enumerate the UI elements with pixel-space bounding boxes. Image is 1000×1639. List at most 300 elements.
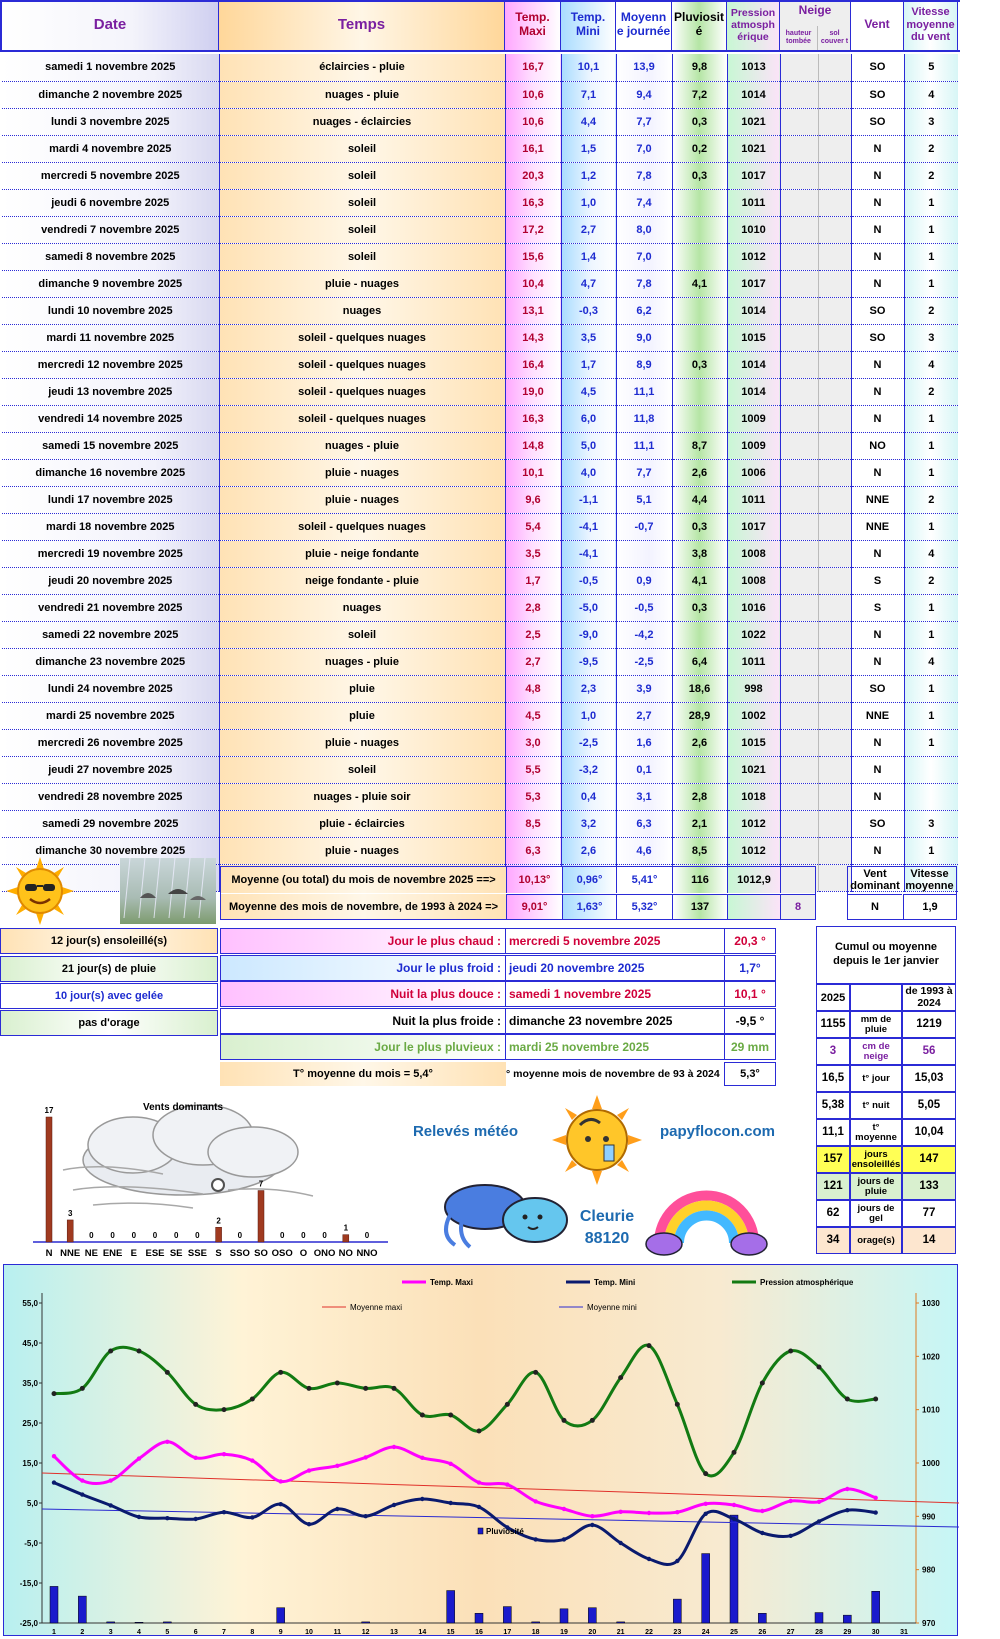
table-row — [2, 513, 958, 540]
wind-dir-label: NNE — [60, 1248, 81, 1259]
pressure-cell: 1022 — [727, 621, 780, 648]
monthly-neige-2025 — [780, 867, 815, 893]
weather-cell: nuages - pluie — [219, 432, 505, 459]
rain-bar — [673, 1599, 681, 1623]
wind-bar — [258, 1191, 264, 1242]
wind-speed-cell: 1 — [904, 189, 958, 216]
date-cell: mardi 11 novembre 2025 — [2, 324, 219, 351]
tmin-cell: 1,2 — [561, 162, 616, 189]
moyenne-cell: 0,1 — [616, 756, 672, 783]
date-cell: dimanche 23 novembre 2025 — [2, 648, 219, 675]
pressure-point — [845, 1397, 850, 1402]
table-row — [2, 432, 958, 459]
tmin-point — [590, 1523, 594, 1527]
cumul-2025-value: 157 — [816, 1146, 850, 1173]
tmax-cell: 10,4 — [505, 270, 561, 297]
moyenne-cell: 7,4 — [616, 189, 672, 216]
rain-bar — [532, 1622, 540, 1623]
header-temps: Temps — [219, 0, 505, 52]
wind-dir-cell: N — [851, 351, 904, 378]
x-tick: 7 — [222, 1629, 226, 1636]
wind-speed-cell: 4 — [904, 540, 958, 567]
wind-bar — [216, 1227, 222, 1242]
pressure-cell: 1016 — [727, 594, 780, 621]
date-cell: mercredi 19 novembre 2025 — [2, 540, 219, 567]
tmax-point — [80, 1478, 84, 1482]
snow-height-cell — [780, 621, 818, 648]
tmax-point — [420, 1456, 424, 1460]
wind-speed-cell: 1 — [904, 405, 958, 432]
wind-dir-cell: N — [851, 189, 904, 216]
snow-height-cell — [780, 54, 818, 81]
tmax-point — [477, 1480, 481, 1484]
snow-ground-cell — [818, 540, 851, 567]
pressure-cell: 1011 — [727, 648, 780, 675]
weather-cell: éclaircies - pluie — [219, 54, 505, 81]
wind-dir-label: ONO — [313, 1248, 336, 1259]
tmin-point — [703, 1512, 707, 1516]
rain-bar — [730, 1515, 738, 1623]
rain-cell: 2,6 — [672, 729, 727, 756]
snow-ground-cell — [818, 351, 851, 378]
weather-cell: pluie - nuages — [219, 486, 505, 513]
wind-dir-label: SO — [254, 1248, 268, 1259]
record-date: dimanche 23 novembre 2025 — [506, 1008, 724, 1034]
cumul-label: jours de pluie — [850, 1173, 902, 1200]
monthly-press-2025: 1012,9 — [727, 867, 780, 893]
daily-table — [2, 54, 958, 892]
tmin-cell: -9,5 — [561, 648, 616, 675]
tmin-point — [307, 1522, 311, 1526]
wind-dir-cell: N — [851, 270, 904, 297]
x-tick: 29 — [843, 1629, 852, 1636]
monthly-moy-2025: 5,41° — [616, 867, 672, 893]
weather-cell: pluie - nuages — [219, 837, 505, 864]
table-row — [2, 459, 958, 486]
weather-cell: pluie - neige fondante — [219, 540, 505, 567]
snow-height-cell — [780, 432, 818, 459]
header-moyenne: Moyenn e journée — [616, 0, 672, 52]
tmin-cell: 4,7 — [561, 270, 616, 297]
tmax-point — [533, 1499, 537, 1503]
tmin-point — [618, 1541, 622, 1545]
weather-cell: pluie — [219, 675, 505, 702]
main-chart — [3, 1264, 958, 1636]
average-max-line — [42, 1473, 959, 1503]
tmax-point — [675, 1510, 679, 1514]
wind-speed-cell: 1 — [904, 216, 958, 243]
rain-bar — [872, 1591, 880, 1623]
cumul-2025-value: 121 — [816, 1173, 850, 1200]
wind-dir-cell: N — [851, 729, 904, 756]
x-tick: 6 — [193, 1629, 198, 1636]
wind-bar-value: 2 — [216, 1216, 221, 1226]
month-average-history-value: 5,3° — [724, 1062, 776, 1086]
weather-cell: pluie - nuages — [219, 459, 505, 486]
rain-cell — [672, 243, 727, 270]
wind-dir-cell: SO — [851, 81, 904, 108]
legend-tmin-label: Temp. Mini — [594, 1278, 636, 1287]
rain-cell — [672, 216, 727, 243]
wind-dir-label: ESE — [145, 1248, 165, 1259]
weather-cell: pluie - nuages — [219, 270, 505, 297]
legend-press-label: Pression atmosphérique — [760, 1278, 854, 1287]
x-tick: 27 — [786, 1629, 795, 1636]
snow-height-cell — [780, 243, 818, 270]
wind-speed-cell: 4 — [904, 648, 958, 675]
pressure-point — [817, 1365, 822, 1370]
y-tick-left: -5,0 — [24, 1539, 38, 1548]
snow-ground-cell — [818, 675, 851, 702]
wind-dir-cell: S — [851, 567, 904, 594]
wind-dir-label: O — [299, 1248, 308, 1259]
tmin-point — [193, 1517, 197, 1521]
tmax-cell: 16,7 — [505, 54, 561, 81]
tmax-point — [52, 1454, 56, 1458]
tmin-point — [335, 1507, 339, 1511]
cumul-2025-value: 16,5 — [816, 1065, 850, 1092]
rain-cell: 0,3 — [672, 162, 727, 189]
cumul-history-value: 77 — [902, 1200, 956, 1227]
date-cell: samedi 15 novembre 2025 — [2, 432, 219, 459]
table-row — [2, 243, 958, 270]
tmin-cell: 4,0 — [561, 459, 616, 486]
tmin-cell: -5,0 — [561, 594, 616, 621]
wind-dir-label: S — [215, 1248, 222, 1259]
tmax-cell: 4,8 — [505, 675, 561, 702]
date-cell: vendredi 21 novembre 2025 — [2, 594, 219, 621]
snow-height-cell — [780, 351, 818, 378]
x-tick: 15 — [446, 1629, 455, 1636]
wind-speed-cell: 1 — [904, 459, 958, 486]
wind-dir-cell: N — [851, 459, 904, 486]
date-cell: jeudi 13 novembre 2025 — [2, 378, 219, 405]
weather-cell: soleil - quelques nuages — [219, 405, 505, 432]
table-row — [2, 729, 958, 756]
moyenne-cell: 7,8 — [616, 162, 672, 189]
wind-dominant-header: Vent dominant — [850, 867, 900, 892]
wind-dir-cell: N — [851, 243, 904, 270]
wind-bar-value: 0 — [364, 1231, 370, 1240]
date-cell: mercredi 26 novembre 2025 — [2, 729, 219, 756]
monthly-label-avg: Moyenne des mois de novembre, de 1993 à 2024 => — [221, 894, 506, 919]
pressure-point — [732, 1450, 737, 1455]
tmax-point — [703, 1502, 707, 1506]
snow-ground-cell — [818, 783, 851, 810]
moyenne-cell: 2,7 — [616, 702, 672, 729]
rain-cell: 7,2 — [672, 81, 727, 108]
wind-bar-value: 0 — [237, 1231, 243, 1240]
date-cell: mardi 18 novembre 2025 — [2, 513, 219, 540]
pressure-cell: 1012 — [727, 243, 780, 270]
tmin-point — [788, 1534, 792, 1538]
tmax-cell: 16,3 — [505, 405, 561, 432]
pressure-point — [448, 1413, 453, 1418]
table-row — [2, 108, 958, 135]
rain-bar — [447, 1591, 455, 1623]
snow-ground-cell — [818, 567, 851, 594]
snow-height-cell — [780, 594, 818, 621]
y-tick-left: 45,0 — [22, 1339, 38, 1348]
rain-cell: 0,3 — [672, 513, 727, 540]
tmin-cell: -2,5 — [561, 729, 616, 756]
table-row — [2, 405, 958, 432]
pressure-cell: 1006 — [727, 459, 780, 486]
weather-cell: soleil - quelques nuages — [219, 513, 505, 540]
zip-label: 88120 — [584, 1230, 630, 1247]
cumul-history-value: 14 — [902, 1227, 956, 1254]
weather-cell: nuages - éclaircies — [219, 108, 505, 135]
rain-cell: 2,1 — [672, 810, 727, 837]
pressure-cell: 1015 — [727, 324, 780, 351]
weather-cell: nuages - pluie soir — [219, 783, 505, 810]
record-value: 29 mm — [724, 1034, 776, 1060]
pressure-point — [647, 1343, 652, 1348]
tmax-point — [193, 1456, 197, 1460]
wind-bar-value: 0 — [110, 1231, 115, 1240]
date-cell: lundi 10 novembre 2025 — [2, 297, 219, 324]
wind-speed-cell: 3 — [904, 324, 958, 351]
x-tick: 19 — [560, 1629, 568, 1636]
cumul-label: t° nuit — [850, 1092, 902, 1119]
wind-dir-label: NNO — [356, 1248, 378, 1259]
wind-speed-value: 1,9 — [903, 894, 956, 919]
pressure-cell: 1017 — [727, 162, 780, 189]
pressure-point — [703, 1471, 708, 1476]
date-cell: vendredi 7 novembre 2025 — [2, 216, 219, 243]
table-row — [2, 810, 958, 837]
rain-cell: 3,8 — [672, 540, 727, 567]
snow-ground-cell — [818, 108, 851, 135]
weather-cell: nuages — [219, 297, 505, 324]
pressure-point — [675, 1402, 680, 1407]
snow-ground-cell — [818, 405, 851, 432]
table-row — [2, 540, 958, 567]
pressure-cell: 998 — [727, 675, 780, 702]
tmin-point — [420, 1497, 424, 1501]
legend-moymin-label: Moyenne mini — [587, 1303, 637, 1312]
wind-dir-cell: SO — [851, 324, 904, 351]
rain-bar — [475, 1613, 483, 1623]
tmin-point — [392, 1503, 396, 1507]
rain-bar — [362, 1622, 370, 1623]
header-pression: Pression atmosph érique — [727, 0, 780, 52]
tmax-cell: 17,2 — [505, 216, 561, 243]
pressure-line — [54, 1345, 876, 1476]
snow-ground-cell — [818, 702, 851, 729]
snow-height-cell — [780, 189, 818, 216]
cumul-2025-value: 1155 — [816, 1011, 850, 1038]
tmin-cell: 10,1 — [561, 54, 616, 81]
moyenne-cell: 13,9 — [616, 54, 672, 81]
tmin-point — [222, 1510, 226, 1514]
pressure-point — [788, 1349, 793, 1354]
cumul-label: t° moyenne — [850, 1119, 902, 1146]
snow-ground-cell — [818, 324, 851, 351]
wind-speed-cell: 1 — [904, 837, 958, 864]
wind-bar-value: 0 — [279, 1231, 285, 1240]
moyenne-cell — [616, 540, 672, 567]
moyenne-cell: 1,6 — [616, 729, 672, 756]
pressure-cell: 1014 — [727, 378, 780, 405]
tmin-cell: 1,5 — [561, 135, 616, 162]
date-cell: dimanche 16 novembre 2025 — [2, 459, 219, 486]
tmax-cell: 2,5 — [505, 621, 561, 648]
x-tick: 9 — [278, 1629, 283, 1636]
monthly-tmax-avg: 9,01° — [506, 894, 562, 919]
pressure-cell: 1009 — [727, 432, 780, 459]
snow-height-cell — [780, 216, 818, 243]
record-value: 1,7° — [724, 955, 776, 981]
tmax-point — [363, 1455, 367, 1459]
tmax-cell: 9,6 — [505, 486, 561, 513]
wind-chart-title: Vents dominants — [142, 1102, 224, 1113]
tmax-point — [817, 1500, 821, 1504]
rain-cell: 9,8 — [672, 54, 727, 81]
tmax-cell: 5,5 — [505, 756, 561, 783]
snow-ground-cell — [818, 837, 851, 864]
tmin-cell: -1,1 — [561, 486, 616, 513]
y-tick-right: 980 — [922, 1565, 936, 1575]
snow-ground-cell — [818, 135, 851, 162]
date-cell: samedi 22 novembre 2025 — [2, 621, 219, 648]
snow-height-cell — [780, 135, 818, 162]
x-tick: 8 — [250, 1629, 255, 1636]
tmin-cell: 0,4 — [561, 783, 616, 810]
pressure-cell: 1017 — [727, 513, 780, 540]
date-cell: samedi 8 novembre 2025 — [2, 243, 219, 270]
moyenne-cell: 7,0 — [616, 135, 672, 162]
wind-bar — [67, 1220, 73, 1242]
moyenne-cell: -0,5 — [616, 594, 672, 621]
wind-speed-cell — [904, 783, 958, 810]
tmax-cell: 4,5 — [505, 702, 561, 729]
date-cell: dimanche 9 novembre 2025 — [2, 270, 219, 297]
pressure-point — [562, 1418, 567, 1423]
tmin-cell: -0,5 — [561, 567, 616, 594]
cumul-label: cm de neige — [850, 1038, 902, 1065]
pressure-cell: 1014 — [727, 297, 780, 324]
pressure-cell: 1012 — [727, 837, 780, 864]
header-neige-hauteur: hauteur tombée — [780, 26, 818, 50]
snow-ground-cell — [818, 486, 851, 513]
frost-days-count: 10 jour(s) avec gelée — [0, 983, 218, 1009]
rain-bar — [843, 1615, 851, 1623]
tmax-cell: 13,1 — [505, 297, 561, 324]
tmin-point — [647, 1557, 651, 1561]
table-row — [2, 648, 958, 675]
legend-rain-label: Pluviosité — [486, 1527, 524, 1536]
monthly-moy-avg: 5,32° — [616, 894, 672, 919]
wind-dir-cell: NO — [851, 432, 904, 459]
wind-bar-value: 0 — [173, 1231, 179, 1240]
tmin-point — [760, 1531, 764, 1535]
x-tick: 23 — [673, 1629, 682, 1636]
moyenne-cell: 8,0 — [616, 216, 672, 243]
pressure-point — [363, 1386, 368, 1391]
table-row — [2, 81, 958, 108]
wind-bar — [343, 1235, 349, 1242]
pressure-cell: 1017 — [727, 270, 780, 297]
date-cell: jeudi 20 novembre 2025 — [2, 567, 219, 594]
pressure-cell: 1021 — [727, 756, 780, 783]
record-value: 20,3 ° — [724, 928, 776, 954]
tmax-cell: 14,3 — [505, 324, 561, 351]
x-tick: 4 — [137, 1629, 141, 1636]
x-tick: 11 — [333, 1629, 342, 1636]
date-cell: jeudi 6 novembre 2025 — [2, 189, 219, 216]
rain-cell: 4,1 — [672, 270, 727, 297]
rain-cell — [672, 297, 727, 324]
cumul-history-value: 56 — [902, 1038, 956, 1065]
tmax-cell: 10,1 — [505, 459, 561, 486]
pressure-cell: 1011 — [727, 486, 780, 513]
rain-bar — [702, 1554, 710, 1623]
monthly-tmax-2025: 10,13° — [506, 867, 562, 893]
x-tick: 12 — [361, 1629, 370, 1636]
monthly-label-2025: Moyenne (ou total) du mois de novembre 2025 ==> — [221, 867, 506, 893]
wind-dir-cell: N — [851, 837, 904, 864]
snow-ground-cell — [818, 648, 851, 675]
tmin-cell: -4,1 — [561, 513, 616, 540]
snow-height-cell — [780, 837, 818, 864]
tmax-point — [448, 1462, 452, 1466]
rain-bar — [135, 1622, 143, 1623]
wind-dir-cell: SO — [851, 810, 904, 837]
snow-height-cell — [780, 81, 818, 108]
date-cell: lundi 17 novembre 2025 — [2, 486, 219, 513]
tmin-cell: 2,6 — [561, 837, 616, 864]
date-cell: dimanche 30 novembre 2025 — [2, 837, 219, 864]
tmin-point — [562, 1537, 566, 1541]
tmin-point — [448, 1501, 452, 1505]
pressure-point — [307, 1386, 312, 1391]
cumul-col-history: de 1993 à 2024 — [902, 984, 956, 1011]
snow-ground-cell — [818, 81, 851, 108]
tmax-cell: 20,3 — [505, 162, 561, 189]
snow-ground-cell — [818, 54, 851, 81]
tmin-point — [363, 1514, 367, 1518]
wind-speed-cell: 5 — [904, 54, 958, 81]
header-vent: Vent — [851, 0, 904, 52]
legend-moymax-label: Moyenne maxi — [350, 1303, 403, 1312]
pressure-point — [165, 1370, 170, 1375]
snow-height-cell — [780, 108, 818, 135]
tmin-point — [845, 1508, 849, 1512]
wind-speed-cell: 1 — [904, 702, 958, 729]
tmin-point — [278, 1502, 282, 1506]
moyenne-cell: 8,9 — [616, 351, 672, 378]
wind-bar-value: 0 — [301, 1231, 306, 1240]
wind-dir-label: NO — [338, 1248, 353, 1259]
weather-cell: soleil — [219, 216, 505, 243]
wind-speed-cell: 1 — [904, 675, 958, 702]
tmax-cell: 16,4 — [505, 351, 561, 378]
snow-ground-cell — [818, 216, 851, 243]
snow-height-cell — [780, 783, 818, 810]
x-tick: 30 — [871, 1629, 880, 1636]
rain-cell: 0,2 — [672, 135, 727, 162]
record-date: samedi 1 novembre 2025 — [506, 981, 724, 1007]
table-row — [2, 297, 958, 324]
pressure-point — [278, 1370, 283, 1375]
record-label: Jour le plus chaud : — [220, 928, 506, 954]
tmax-point — [647, 1511, 651, 1515]
date-cell: samedi 1 novembre 2025 — [2, 54, 219, 81]
wind-dir-cell: SO — [851, 297, 904, 324]
cloud-wind-picture — [63, 1105, 313, 1208]
header-neige — [780, 0, 851, 52]
